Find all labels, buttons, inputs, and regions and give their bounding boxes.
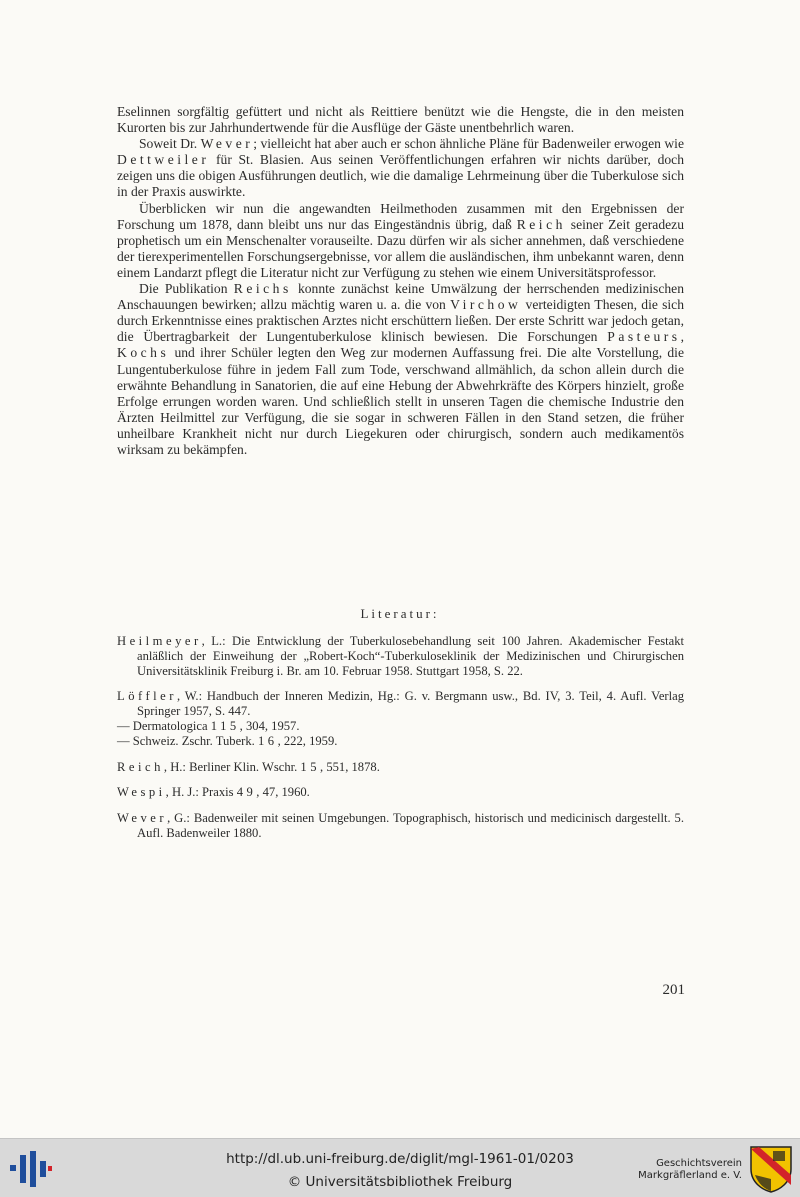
text-run: seiner Zeit geradezu prophetisch um ein Menschenalter vorauseilte. Dazu dürfen wir als sicher annehmen, daß verschiedene der tierexperimentellen Forschungsergebnisse, vor allem die ausländischen, ihm unbekannt waren, denn einem Landarzt pflegt die Literatur nicht zur Verfügung zu stehen wie einem Universitätsprofessor. bbox=[117, 216, 684, 280]
text-run: , 222, 1959. bbox=[277, 733, 338, 748]
spaced-name: 15 bbox=[300, 759, 321, 774]
spaced-name: 16 bbox=[257, 733, 278, 748]
text-run: Soweit Dr. bbox=[139, 136, 201, 152]
spaced-name: 49 bbox=[236, 785, 257, 800]
body-text bbox=[117, 104, 684, 458]
text-run: ; vielleicht hat aber auch er schon ähnliche Pläne für Badenweiler erwogen wie bbox=[253, 136, 684, 152]
text-run: , 551, 1878. bbox=[320, 759, 380, 774]
text-run: , bbox=[680, 329, 684, 345]
footer-url-link[interactable]: http://dl.ub.uni-freiburg.de/diglit/mgl-1961-01/0203 bbox=[226, 1151, 574, 1167]
reference-loeffler-dermatologica bbox=[117, 719, 684, 734]
text-run: Eselinnen sorgfältig gefüttert und nicht als Reittiere benützt wie die Hengste, die in den meisten Kurorten bis zur Jahrhundertwende für die Ausflüge der Gäste unentbehrlich waren. bbox=[117, 104, 684, 136]
text-run: Überblicken wir nun die angewandten Heilmethoden zusammen mit den Ergebnissen der Forschung um 1878, dann bleibt uns nur das Eingeständnis übrig, daß bbox=[117, 200, 684, 232]
text-run: — Dermatologica bbox=[117, 718, 211, 733]
text-run: , G.: Badenweiler mit seinen Umgebungen. Topographisch, historisch und medicinisch dargestellt. 5. Aufl. Badenweiler 1880. bbox=[137, 811, 684, 840]
paragraph-1 bbox=[117, 104, 684, 136]
footer-bar bbox=[0, 1138, 800, 1197]
spaced-name: 115 bbox=[210, 718, 240, 733]
ub-freiburg-logo-icon[interactable] bbox=[10, 1149, 52, 1189]
text-run: für St. Blasien. Aus seinen Veröffentlichungen erfahren wir nichts darüber, doch zeigen uns die obigen Ausführungen deutlich, wie die damalige Lehrmeinung über die Tuberkulose sich in der Praxis auswirkte. bbox=[117, 152, 684, 200]
coat-of-arms-icon[interactable] bbox=[749, 1145, 793, 1193]
footer-org-line2: Markgräflerland e. V. bbox=[638, 1170, 742, 1181]
text-run: Die Publikation bbox=[139, 281, 234, 297]
paragraph-2 bbox=[117, 136, 684, 200]
literature-heading: Literatur: bbox=[360, 606, 440, 621]
text-run: , L.: Die Entwicklung der Tuberkulosebehandlung seit 100 Jahren. Akademischer Festakt anläßlich der Einweihung der „Robert-Koch“-Tuberkuloseklinik der Medizinischen und Chirurgischen Universitätsklinik Freiburg i. Br. am 10. Februar 1958. Stuttgart 1958, S. 22. bbox=[137, 634, 684, 678]
page-number: 201 bbox=[662, 982, 685, 998]
reference-heilmeyer bbox=[117, 634, 684, 678]
spaced-name: Reich bbox=[117, 759, 164, 774]
reference-wever bbox=[117, 811, 684, 841]
text-run: , H. J.: Praxis bbox=[165, 785, 237, 800]
paragraph-3 bbox=[117, 201, 684, 281]
spaced-name: Wespi bbox=[117, 785, 166, 800]
paragraph-4 bbox=[117, 281, 684, 458]
reference-wespi bbox=[117, 785, 684, 800]
text-run: verteidigten Thesen, die sich durch Erkenntnisse eines praktischen Arztes nicht erschüttern ließen. Der erste Schritt war jedoch getan, die Übertragbarkeit der Lungentuberkulose klinisch bewiesen. Die Forschungen bbox=[117, 297, 685, 345]
text-run: und ihrer Schüler legten den Weg zur modernen Auffassung frei. Die alte Vorstellung, die Lungentuberkulose führe in jedem Fall zum Tode, verschwand allmählich, da schon allein durch die erwähnte Behandlung in Sanatorien, die auf eine Hebung der Abwehrkräfte des Körpers hinzielt, große Erfolge errungen worden waren. Und schließlich stellt in unseren Tagen die chemische Industrie den Ärzten Heilmittel zur Verfügung, die sie sogar in schweren Fällen in den Stand setzen, die früher unheilbare Krankheit nicht nur durch Liegekuren oder chirurgisch, sondern auch medikamentös wirksam zu bekämpfen. bbox=[117, 345, 684, 457]
spaced-name: Pasteurs bbox=[607, 329, 681, 345]
spaced-name: Heilmeyer bbox=[117, 634, 202, 648]
footer-copyright: © Universitätsbibliothek Freiburg bbox=[287, 1174, 513, 1190]
spaced-name: Reich bbox=[516, 216, 566, 232]
spaced-name: Reichs bbox=[233, 281, 292, 297]
footer-organization bbox=[600, 1158, 742, 1182]
text-run: , W.: Handbuch der Inneren Medizin, Hg.: G. v. Bergmann usw., Bd. IV, 3. Teil, 4. Aufl. Verlag Springer 1957, S. 447. bbox=[137, 689, 684, 719]
reference-list bbox=[117, 634, 684, 852]
text-run: , 47, 1960. bbox=[256, 785, 310, 800]
reference-loeffler-schweiz bbox=[117, 734, 684, 749]
spaced-name: Wever bbox=[200, 136, 254, 152]
text-run: , H.: Berliner Klin. Wschr. bbox=[163, 759, 301, 774]
spaced-name: Wever bbox=[117, 811, 168, 826]
text-run: — Schweiz. Zschr. Tuberk. bbox=[117, 733, 258, 748]
text-run: konnte zunächst keine Umwälzung der herrschenden medizinischen Anschauungen bewirken; allzu mächtig waren u. a. die von bbox=[117, 281, 684, 313]
spaced-name: Dettweiler bbox=[117, 152, 210, 168]
spaced-name: Löffler bbox=[117, 689, 177, 704]
text-run: , 304, 1957. bbox=[239, 718, 300, 733]
reference-loeffler bbox=[117, 689, 684, 719]
reference-group-loeffler bbox=[117, 689, 684, 748]
spaced-name: Virchow bbox=[450, 297, 522, 313]
footer-org-line1: Geschichtsverein bbox=[656, 1158, 742, 1169]
reference-reich bbox=[117, 760, 684, 775]
spaced-name: Kochs bbox=[117, 345, 170, 361]
